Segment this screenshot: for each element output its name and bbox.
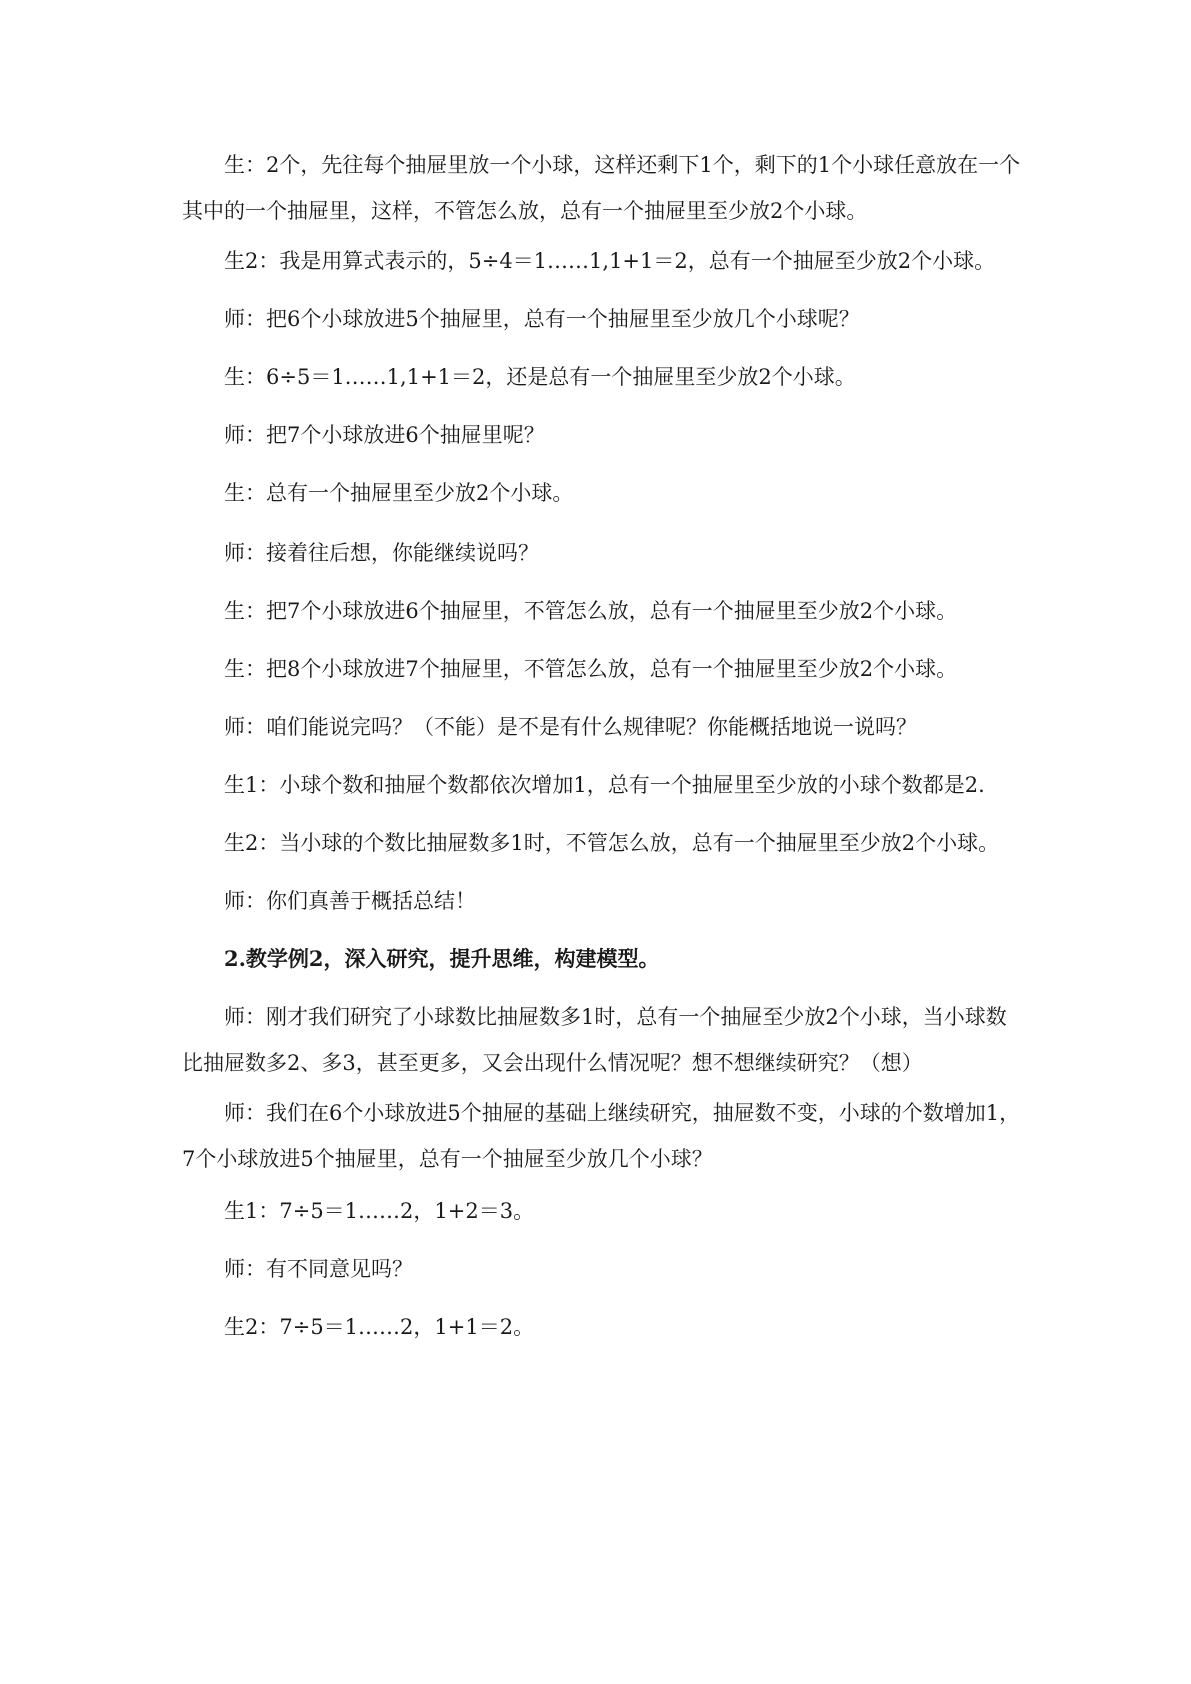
paragraph-13: 师：你们真善于概括总结！ [224,889,476,913]
paragraph-19: 生2：7÷5＝1……2，1+1＝2。 [224,1315,535,1339]
paragraph-6: 生：总有一个抽屉里至少放2个小球。 [224,481,574,505]
paragraph-15: 师：刚才我们研究了小球数比抽屉数多1时，总有一个抽屉至少放2个小球，当小球数比抽屉数多2、多3，甚至更多，又会出现什么情况呢？想不想继续研究？（想） [182,1005,1007,1075]
paragraph-8: 生：把7个小球放进6个抽屉里，不管怎么放，总有一个抽屉里至少放2个小球。 [224,599,958,623]
paragraph-1: 生：2个，先往每个抽屉里放一个小球，这样还剩下1个，剩下的1个小球任意放在一个其中的一个抽屉里，这样，不管怎么放，总有一个抽屉里至少放2个小球。 [182,153,1021,223]
paragraph-10: 师：咱们能说完吗？（不能）是不是有什么规律呢？你能概括地说一说吗？ [224,715,917,739]
paragraph-5: 师：把7个小球放进6个抽屉里呢？ [224,423,545,447]
paragraph-12: 生2：当小球的个数比抽屉数多1时，不管怎么放，总有一个抽屉里至少放2个小球。 [224,831,1000,855]
paragraph-17: 生1：7÷5＝1……2，1+2＝3。 [224,1199,535,1223]
paragraph-4: 生：6÷5＝1……1,1+1＝2，还是总有一个抽屉里至少放2个小球。 [224,365,856,389]
section-heading: 2.教学例2，深入研究，提升思维，构建模型。 [224,946,660,971]
paragraph-16: 师：我们在6个小球放进5个抽屉的基础上继续研究，抽屉数不变，小球的个数增加1，7个小球放进5个抽屉里，总有一个抽屉至少放几个小球？ [182,1101,1021,1171]
paragraph-9: 生：把8个小球放进7个抽屉里，不管怎么放，总有一个抽屉里至少放2个小球。 [224,657,958,681]
paragraph-7: 师：接着往后想，你能继续说吗？ [224,541,539,565]
paragraph-11: 生1：小球个数和抽屉个数都依次增加1，总有一个抽屉里至少放的小球个数都是2. [224,773,985,797]
paragraph-18: 师：有不同意见吗？ [224,1257,413,1281]
paragraph-3: 师：把6个小球放进5个抽屉里，总有一个抽屉里至少放几个小球呢？ [224,307,860,331]
paragraph-2: 生2：我是用算式表示的，5÷4＝1……1,1+1＝2，总有一个抽屉至少放2个小球。 [224,249,996,273]
